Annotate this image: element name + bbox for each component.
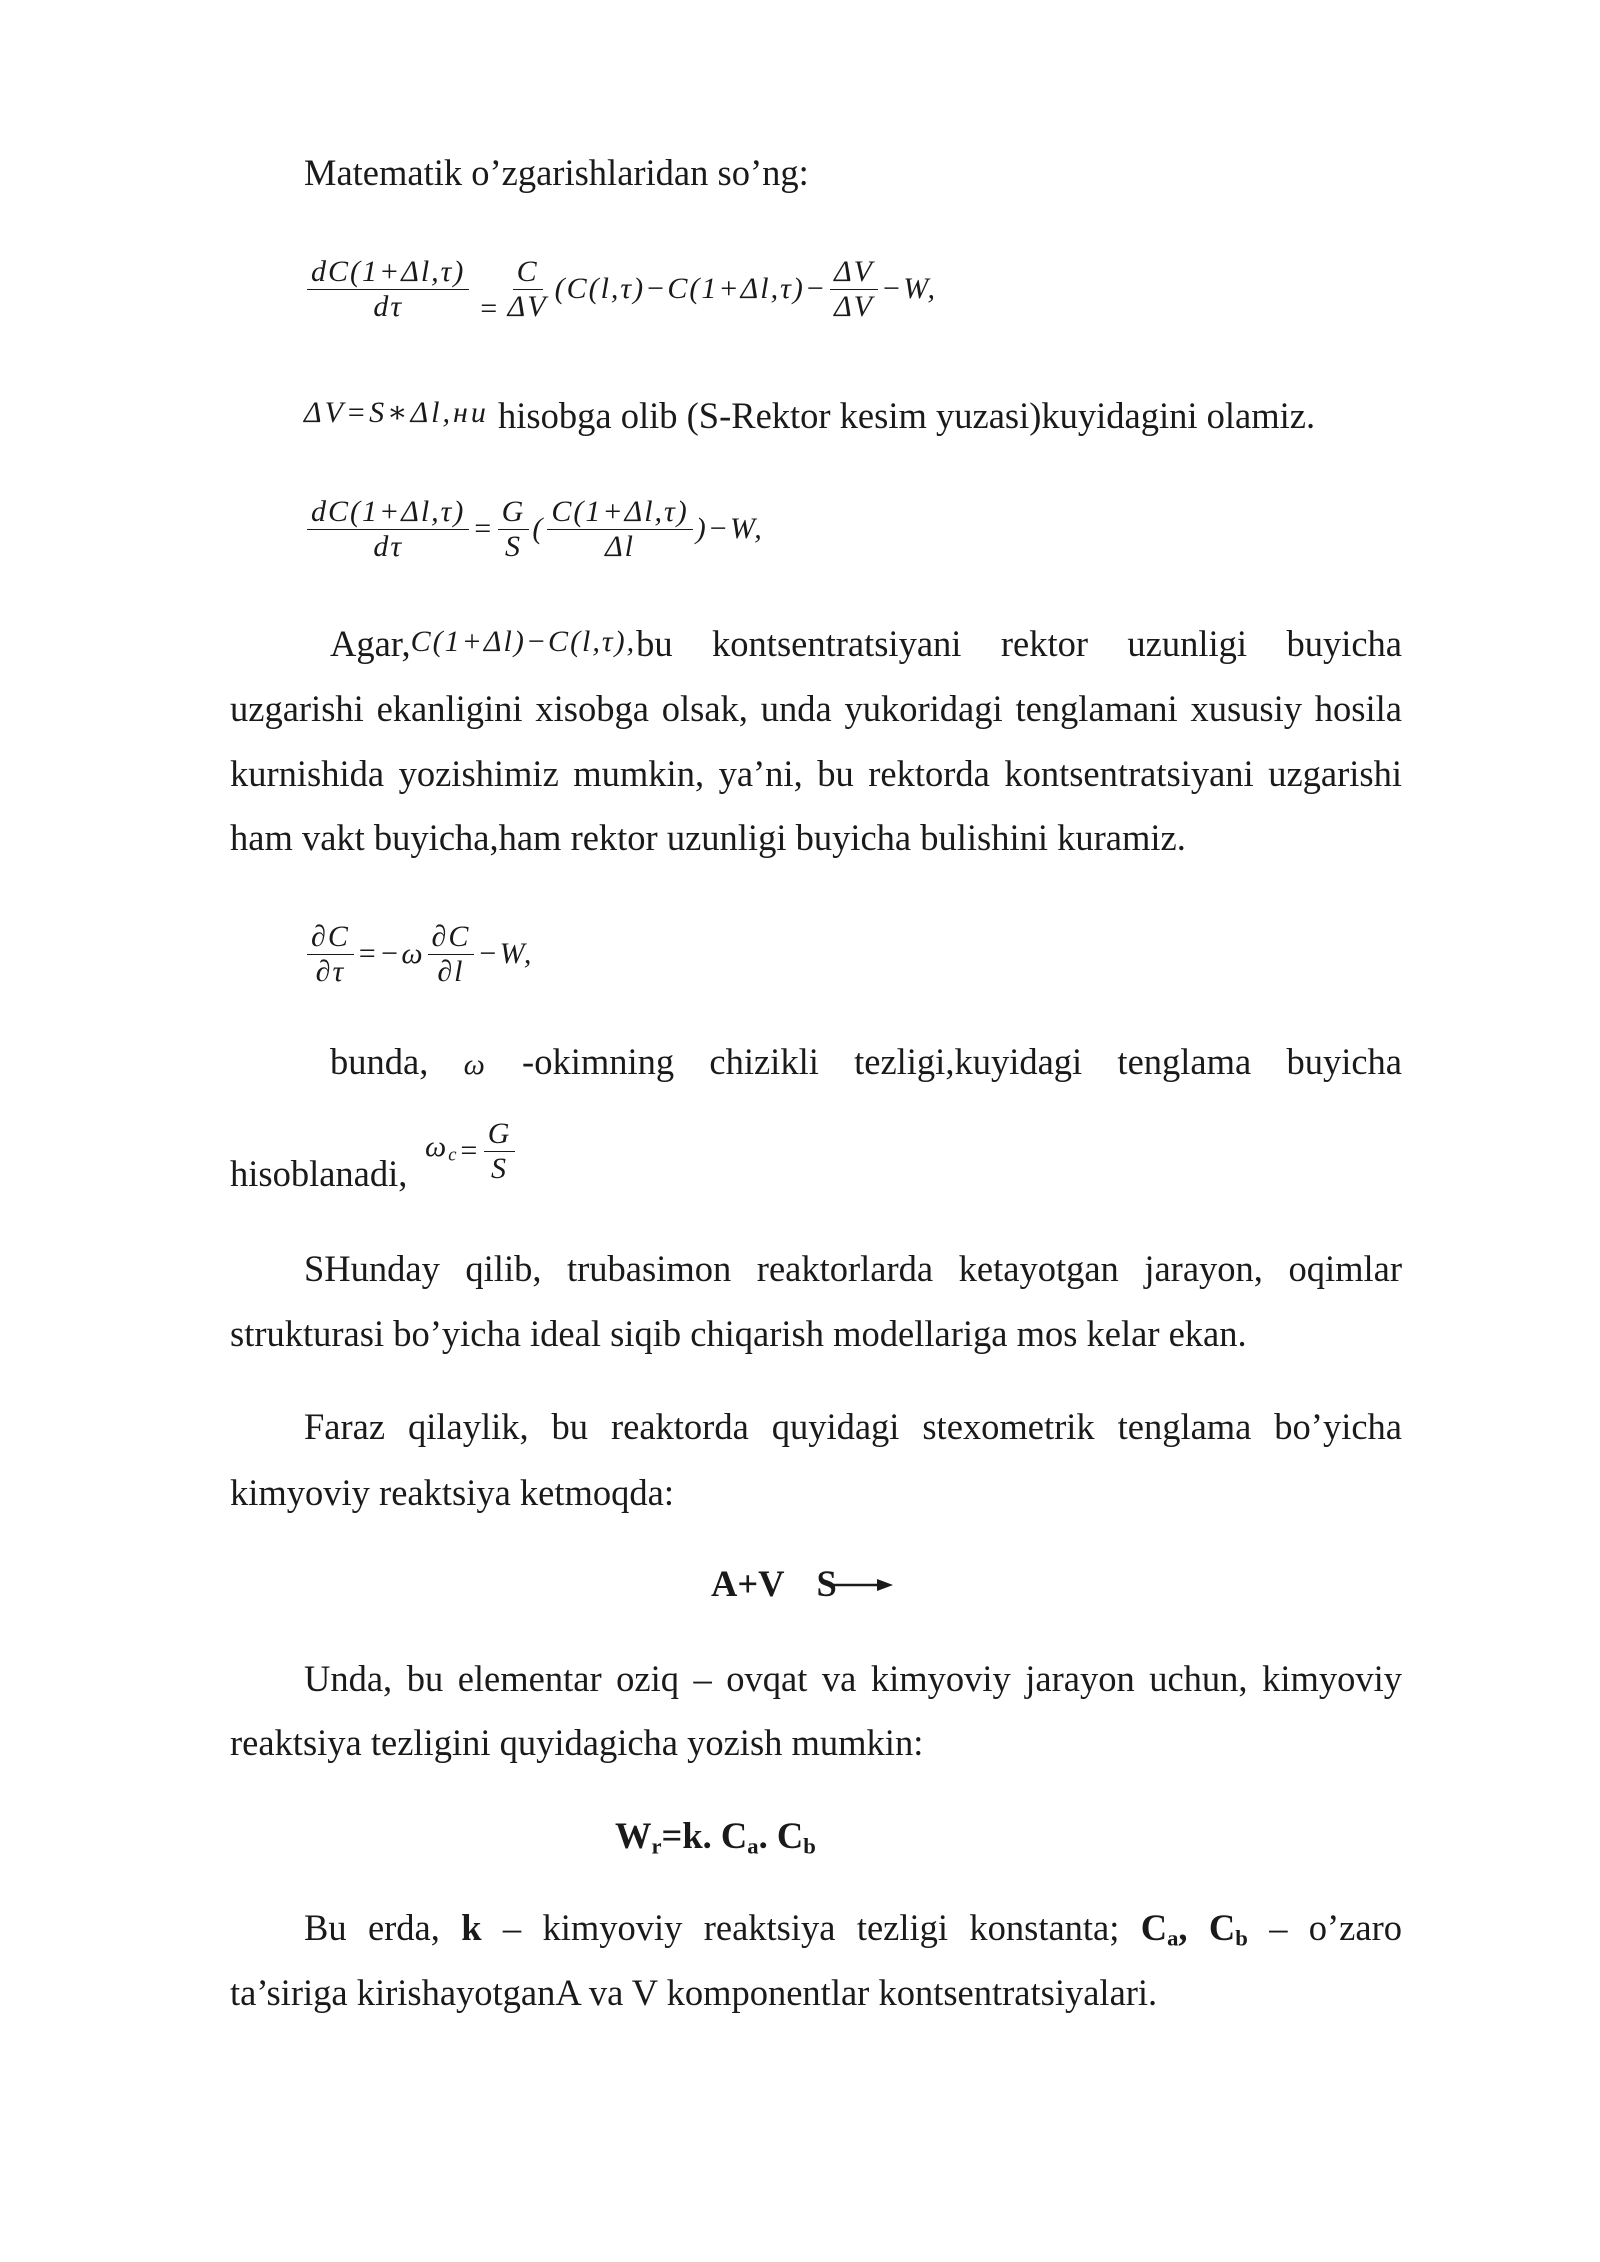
velocity-omega (425, 1130, 458, 1173)
velocity-omega-symbol: ω (425, 1129, 449, 1163)
paragraph-6-line-2: kimyoviy reaktsiya ketmoqda: (230, 1472, 674, 1513)
eq2-f2-denominator: Δl (605, 529, 636, 563)
eq1-f2-denominator: ΔV (834, 289, 875, 323)
rate-c1: C (720, 1815, 748, 1856)
rate-c1-subscript: a (747, 1833, 759, 1859)
paragraph-5-line-1: SHunday qilib, trubasimon reaktorlarda ketayotgan jarayon, oqimlar (304, 1248, 1402, 1289)
rate-equation (615, 1814, 816, 1858)
rate-equals-k: =k. (661, 1815, 712, 1856)
eq2-equals-sign: = (472, 512, 495, 545)
eq2-fraction-concentration (547, 495, 692, 564)
velocity-fraction (484, 1117, 516, 1186)
eq1-fraction-c-over-dv (504, 255, 552, 324)
paragraph-3-line-1-text: bu kontsentratsiyani rektor uzunligi buyicha (636, 623, 1402, 664)
paragraph-4-lead: bunda, (330, 1041, 429, 1082)
eq2-lhs-fraction (307, 495, 469, 564)
velocity-numerator: G (484, 1117, 516, 1152)
concentration-a-subscript: a (1167, 1925, 1179, 1951)
eq2-fraction-g-over-s (498, 495, 530, 564)
eq3-tail: −W, (477, 937, 534, 970)
eq2-f1-numerator: G (498, 495, 530, 530)
rate-constant-symbol: k (461, 1907, 482, 1948)
eq3-lhs-denominator: ∂τ (315, 954, 346, 988)
velocity-formula (425, 1101, 518, 1201)
concentration-a-letter: C (1140, 1907, 1168, 1948)
reaction-product: S (816, 1563, 837, 1604)
rate-c2-subscript: b (803, 1833, 816, 1859)
velocity-omega-subscript: c (448, 1144, 459, 1166)
eq2-f1-denominator: S (505, 529, 522, 563)
eq2-f2-numerator: C(1+Δl,τ) (547, 495, 692, 530)
eq1-tail: −W, (881, 272, 937, 305)
paragraph-3-lead: Agar, (330, 623, 411, 664)
concentration-description: – o’zaro (1269, 1907, 1402, 1948)
concentration-b-symbol (1208, 1907, 1248, 1951)
omega-symbol: ω (463, 1048, 487, 1081)
paragraph-1: Matematik o’zgarishlaridan so’ng: (304, 152, 809, 193)
paragraph-7-line-2: reaktsiya tezligini quyidagicha yozish mumkin: (230, 1722, 924, 1763)
eq1-f2-numerator: ΔV (830, 255, 878, 290)
paragraph-8-line-2: ta’siriga kirishayotganA va V komponentlar kontsentratsiyalari. (230, 1972, 1158, 2013)
rate-w-subscript: r (651, 1833, 662, 1859)
rate-w: W (615, 1815, 652, 1856)
paragraph-3-line-2: uzgarishi ekanligini xisobga olsak, unda yukoridagi tenglamani xususiy hosila (230, 688, 1402, 729)
concentration-a-symbol (1140, 1907, 1188, 1951)
equation-3 (304, 904, 533, 1004)
paragraph-2 (304, 391, 1315, 435)
rate-dot: . (758, 1815, 768, 1856)
eq3-lhs-fraction (307, 920, 354, 989)
paragraph-3-line-1 (330, 620, 1402, 664)
concentration-difference-formula: C(1+Δl)−C(l,τ), (410, 625, 637, 658)
eq2-lhs-denominator: dτ (373, 529, 404, 563)
eq1-lhs-fraction (307, 255, 469, 324)
eq2-open-paren: ( (532, 512, 545, 545)
eq3-lhs-numerator: ∂C (307, 920, 354, 955)
paragraph-5-line-2: strukturasi bo’yicha ideal siqib chiqarish modellariga mos kelar ekan. (230, 1313, 1247, 1354)
eq2-tail: )−W, (695, 512, 764, 545)
concentration-b-letter: C (1208, 1907, 1236, 1948)
paragraph-6-line-1: Faraz qilaylik, bu reaktorda quyidagi stexometrik tenglama bo’yicha (304, 1406, 1402, 1447)
eq1-equals-sign: = (478, 292, 501, 325)
eq3-partial-fraction (428, 920, 475, 989)
eq1-lhs-denominator: dτ (373, 289, 404, 323)
paragraph-7-line-1: Unda, bu elementar oziq – ovqat va kimyoviy jarayon uchun, kimyoviy (304, 1658, 1402, 1699)
paragraph-3-line-3: kurnishida yozishimiz mumkin, ya’ni, bu rektorda kontsentratsiyani uzgarishi (230, 753, 1402, 794)
reaction-equation (711, 1562, 911, 1606)
velocity-denominator: S (491, 1151, 509, 1185)
rate-constant-description: – kimyoviy reaktsiya tezligi konstanta; (502, 1907, 1120, 1948)
equation-2 (304, 479, 764, 579)
paragraph-4-line-1-text: -okimning chizikli tezligi,kuyidagi tenglama buyicha (522, 1041, 1403, 1082)
equation-1 (304, 239, 937, 339)
paragraph-4-line-1 (330, 1040, 1402, 1084)
paragraph-3-line-4: ham vakt buyicha,ham rektor uzunligi buyicha bulishini kuramiz. (230, 817, 1186, 858)
volume-formula: ΔV=S∗Δl,ни (304, 396, 489, 429)
rate-c2: C (776, 1815, 804, 1856)
reaction-reactants: A+V (711, 1563, 785, 1604)
eq1-f1-numerator: C (513, 255, 543, 290)
eq1-f1-denominator: ΔV (507, 289, 548, 323)
eq2-lhs-numerator: dC(1+Δl,τ) (307, 495, 469, 530)
eq1-fraction-dv-over-dv (830, 255, 878, 324)
eq3-f1-numerator: ∂C (428, 920, 475, 955)
velocity-equals-sign: = (458, 1134, 481, 1167)
eq1-bracket-term: (C(l,τ)−C(1+Δl,τ)− (554, 272, 828, 305)
paragraph-8-line-1 (304, 1906, 1402, 1950)
eq1-lhs-numerator: dC(1+Δl,τ) (307, 255, 469, 290)
paragraph-4-line-2: hisoblanadi, (230, 1153, 408, 1194)
eq3-f1-denominator: ∂l (437, 954, 465, 988)
concentration-b-subscript: b (1235, 1925, 1248, 1951)
eq3-equals-minus-omega: =−ω (356, 937, 425, 970)
paragraph-2-text: hisobga olib (S-Rektor kesim yuzasi)kuyidagini olamiz. (498, 395, 1316, 436)
concentration-comma: , (1178, 1907, 1188, 1948)
reaction-arrow-icon (831, 1575, 895, 1595)
paragraph-8-lead: Bu erda, (304, 1907, 440, 1948)
